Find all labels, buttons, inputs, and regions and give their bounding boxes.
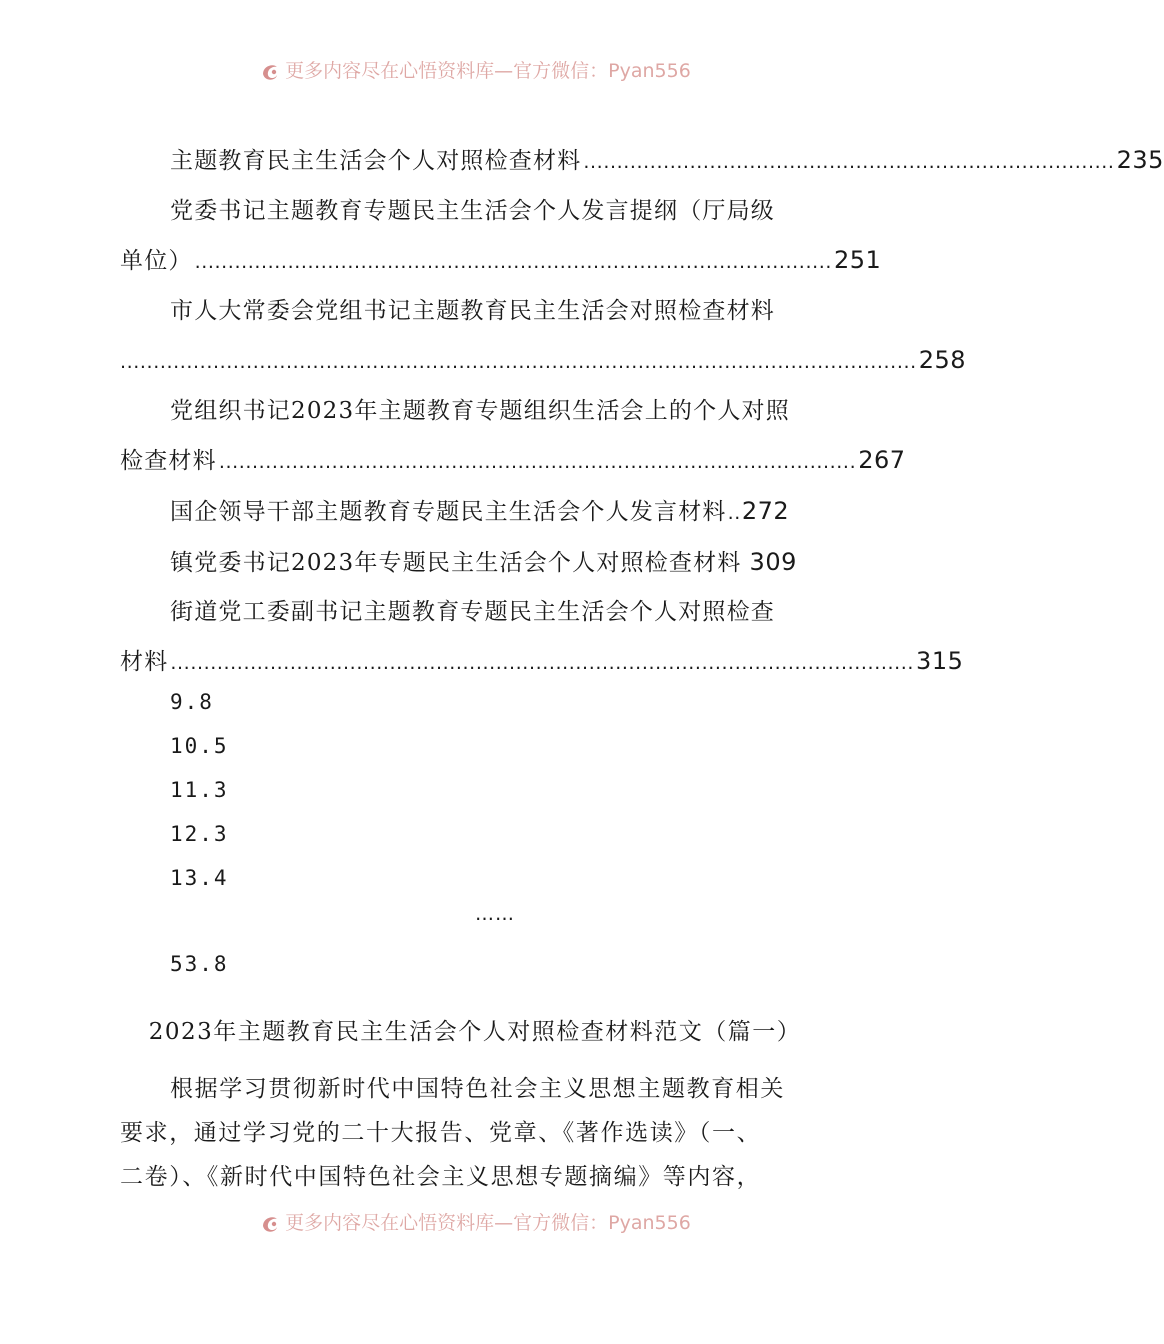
toc-entry [120, 588, 964, 688]
toc-page-number: 272 [741, 497, 790, 525]
toc-leader-dots: ........................................................................................................................ [120, 351, 917, 373]
toc-leader-dots: ................................................................................ [583, 151, 1115, 173]
watermark-header [0, 59, 950, 83]
watermark-text: 更多内容尽在心悟资料库—官方微信：Pyan556 [285, 60, 691, 82]
toc-entry-title: 主题教育民主生活会个人对照检查材料 [170, 148, 582, 174]
toc-leader-dots: ................................................................................................ [218, 451, 857, 473]
document-title: 2023年主题教育民主生活会个人对照检查材料范文（篇一） [148, 1019, 802, 1045]
toc-entry-title-continued: 单位） [120, 248, 193, 274]
toc-entry [120, 136, 1164, 187]
toc-page-number: 258 [918, 346, 967, 374]
watermark-text: 更多内容尽在心悟资料库—官方微信：Pyan556 [285, 1212, 691, 1234]
toc-page-number: 267 [858, 446, 906, 474]
paragraph-line: 二卷）、《新时代中国特色社会主义思想专题摘编》等内容， [120, 1164, 762, 1190]
toc-entry [120, 487, 822, 538]
table-of-contents [120, 136, 1164, 688]
toc-page-number: 309 [749, 548, 797, 576]
toc-page-number: 251 [834, 246, 882, 274]
toc-leader-dots: ................................................................................................ [194, 251, 833, 273]
toc-entry-title: 街道党工委副书记主题教育专题民主生活会个人对照检查 [170, 599, 775, 625]
paragraph-line: 要求，通过学习党的二十大报告、党章、《著作选读》（一、 [120, 1120, 762, 1146]
toc-leader-dots: ................................................................................................................ [170, 652, 915, 674]
toc-entry [120, 287, 967, 387]
ellipsis-text: …… [475, 903, 515, 925]
toc-entry [120, 387, 906, 487]
toc-entry [120, 187, 882, 287]
number-list [170, 680, 229, 900]
toc-page-number: 235 [1116, 146, 1164, 174]
watermark-logo-icon [259, 60, 281, 82]
toc-entry-title: 党组织书记2023年主题教育专题组织生活会上的个人对照 [170, 398, 790, 424]
paragraph-line: 根据学习贯彻新时代中国特色社会主义思想主题教育相关 [170, 1076, 785, 1102]
watermark-logo-icon [259, 1212, 281, 1234]
watermark-footer [0, 1211, 950, 1235]
toc-page-number: 315 [916, 647, 964, 675]
list-item: 10.5 [170, 734, 229, 758]
toc-leader-dots: .. [727, 502, 741, 524]
toc-entry [120, 538, 822, 588]
toc-entry-title: 国企领导干部主题教育专题民主生活会个人发言材料 [170, 499, 727, 525]
toc-entry-title: 镇党委书记2023年专题民主生活会个人对照检查材料 [170, 550, 742, 576]
list-item: 11.3 [170, 778, 229, 802]
list-item: 13.4 [170, 866, 229, 890]
toc-entry-title: 党委书记主题教育专题民主生活会个人发言提纲（厅局级 [170, 198, 775, 224]
list-item: 53.8 [170, 952, 229, 976]
toc-entry-title-continued: 材料 [120, 649, 169, 675]
toc-entry-title: 市人大常委会党组书记主题教育民主生活会对照检查材料 [170, 298, 775, 324]
toc-entry-title-continued: 检查材料 [120, 448, 217, 474]
list-item: 9.8 [170, 690, 214, 714]
body-paragraph [120, 1067, 822, 1199]
list-item: 12.3 [170, 822, 229, 846]
